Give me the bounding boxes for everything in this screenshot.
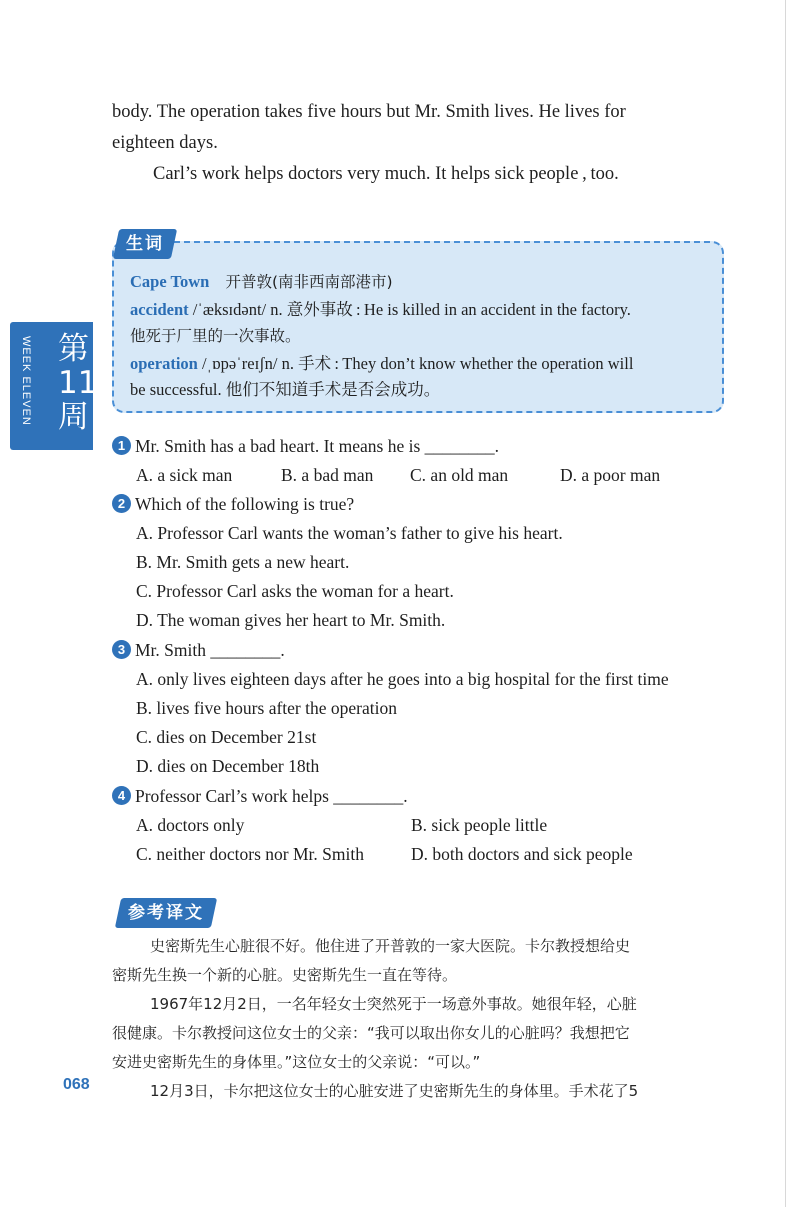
option-1b: B. a bad man <box>281 465 374 485</box>
question-number: 4 <box>112 786 131 805</box>
passage-line-2: eighteen days. <box>112 133 218 153</box>
vocab-entry-1 <box>130 269 393 295</box>
vocab-word: Cape Town <box>130 272 210 291</box>
vocab-definition: /ˈæksɪdənt/ n. 意外事故 : He is killed in an accident in the factory. <box>188 300 631 319</box>
page-number: 068 <box>63 1076 90 1093</box>
week-tab-english: WEEK ELEVEN <box>20 336 32 426</box>
question-stem: Mr. Smith ________. <box>135 640 285 660</box>
vocab-word: operation <box>130 354 198 373</box>
translation-line-2: 密斯先生换一个新的心脏。史密斯先生一直在等待。 <box>112 966 458 984</box>
question-stem: Mr. Smith has a bad heart. It means he is ________. <box>135 436 500 456</box>
option-1c: C. an old man <box>410 465 509 485</box>
option-2b: B. Mr. Smith gets a new heart. <box>136 552 350 572</box>
question-2 <box>112 490 354 519</box>
question-number: 3 <box>112 640 131 659</box>
option-3b: B. lives five hours after the operation <box>136 698 397 718</box>
question-1 <box>112 432 499 461</box>
option-2c: C. Professor Carl asks the woman for a heart. <box>136 581 454 601</box>
option-2d: D. The woman gives her heart to Mr. Smith. <box>136 610 446 630</box>
question-stem: Professor Carl’s work helps ________. <box>135 786 408 806</box>
question-4 <box>112 782 408 811</box>
vocab-entry-2 <box>130 297 631 323</box>
translation-line-4: 很健康。卡尔教授问这位女士的父亲：“我可以取出你女儿的心脏吗？我想把它 <box>112 1024 630 1042</box>
week-tab-chinese: 第11周 <box>58 331 98 435</box>
option-2a: A. Professor Carl wants the woman’s father to give his heart. <box>136 523 563 543</box>
vocab-word: accident <box>130 300 189 319</box>
option-3a: A. only lives eighteen days after he goes into a big hospital for the first time <box>136 669 669 689</box>
page-edge-line <box>785 0 786 1207</box>
option-1a: A. a sick man <box>136 465 233 485</box>
question-number: 2 <box>112 494 131 513</box>
translation-line-3: 1967年12月2日，一名年轻女士突然死于一场意外事故。她很年轻，心脏 <box>150 995 637 1013</box>
vocabulary-box <box>112 241 724 413</box>
option-4c: C. neither doctors nor Mr. Smith <box>136 844 364 864</box>
translation-badge: 参考译文 <box>115 898 217 928</box>
option-3d: D. dies on December 18th <box>136 756 320 776</box>
vocab-definition: 开普敦(南非西南部港市) <box>225 273 393 291</box>
question-number: 1 <box>112 436 131 455</box>
option-1d: D. a poor man <box>560 465 661 485</box>
translation-line-1: 史密斯先生心脏很不好。他住进了开普敦的一家大医院。卡尔教授想给史 <box>150 937 631 955</box>
week-tab <box>10 322 98 450</box>
question-3 <box>112 636 285 665</box>
passage-line-3: Carl’s work helps doctors very much. It helps sick people , too. <box>153 164 619 184</box>
question-stem: Which of the following is true? <box>135 494 355 514</box>
vocab-badge: 生词 <box>113 229 177 259</box>
option-4d: D. both doctors and sick people <box>411 844 633 864</box>
translation-line-5: 安进史密斯先生的身体里。”这位女士的父亲说：“可以。” <box>112 1053 481 1071</box>
option-4a: A. doctors only <box>136 815 245 835</box>
vocab-entry-3 <box>130 351 633 377</box>
vocab-example: be successful. 他们不知道手术是否会成功。 <box>130 380 441 399</box>
vocab-example: 他死于厂里的一次事故。 <box>130 327 301 345</box>
vocab-definition: /ˌɒpəˈreɪʃn/ n. 手术 : They don’t know whether the operation will <box>197 354 634 373</box>
translation-line-6: 12月3日，卡尔把这位女士的心脏安进了史密斯先生的身体里。手术花了5 <box>150 1082 639 1100</box>
option-4b: B. sick people little <box>411 815 548 835</box>
option-3c: C. dies on December 21st <box>136 727 317 747</box>
passage-line-1: body. The operation takes five hours but Mr. Smith lives. He lives for <box>112 102 626 122</box>
